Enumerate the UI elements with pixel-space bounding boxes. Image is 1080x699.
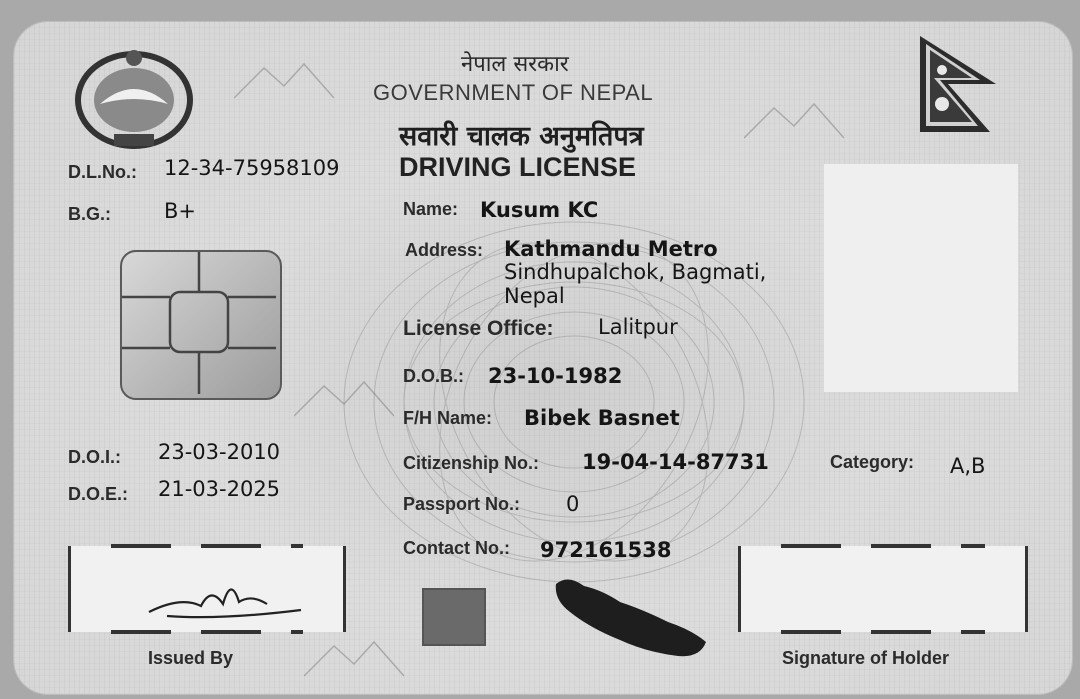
fh-name-value: Bibek Basnet xyxy=(524,406,680,430)
holder-photo xyxy=(824,164,1018,392)
category-label: Category: xyxy=(830,452,915,472)
mountain-watermark-icon xyxy=(744,100,844,140)
mountain-watermark-icon xyxy=(304,638,404,678)
dl-no-label: D.L.No.: xyxy=(68,162,137,182)
name-value: Kusum KC xyxy=(480,198,599,222)
mountain-watermark-icon xyxy=(294,378,394,418)
blood-group-label: B.G.: xyxy=(68,204,111,224)
license-office-label: License Office: xyxy=(403,317,554,340)
nepal-map-icon xyxy=(550,572,710,662)
dl-no-value: 12-34-75958109 xyxy=(164,156,340,180)
government-heading-nepali: नेपाल सरकार xyxy=(461,52,569,77)
hologram-square xyxy=(422,588,486,646)
issuer-signature-box xyxy=(68,546,346,632)
address-line3: Nepal xyxy=(504,284,565,308)
passport-label: Passport No.: xyxy=(403,494,521,514)
dob-value: 23-10-1982 xyxy=(488,364,623,388)
license-title-nepali: सवारी चालक अनुमतिपत्र xyxy=(399,121,644,152)
contact-value: 972161538 xyxy=(540,538,672,562)
signature-of-holder-label: Signature of Holder xyxy=(782,648,950,668)
nepal-flag-icon xyxy=(918,34,998,134)
license-title: DRIVING LICENSE xyxy=(399,152,637,182)
doe-value: 21-03-2025 xyxy=(158,477,281,501)
holder-signature-box xyxy=(738,546,1028,632)
mountain-watermark-icon xyxy=(234,60,334,100)
government-heading: GOVERNMENT OF NEPAL xyxy=(373,80,654,105)
citizenship-label: Citizenship No.: xyxy=(403,453,539,473)
driving-license-card xyxy=(14,22,1072,694)
nepal-emblem-icon xyxy=(70,44,198,150)
address-line1: Kathmandu Metro xyxy=(504,237,718,261)
address-label: Address: xyxy=(405,240,484,260)
citizenship-value: 19-04-14-87731 xyxy=(582,450,769,474)
doe-label: D.O.E.: xyxy=(68,484,129,504)
issued-by-label: Issued By xyxy=(148,648,234,668)
doi-value: 23-03-2010 xyxy=(158,440,281,464)
passport-value: 0 xyxy=(566,492,580,516)
smart-card-chip xyxy=(120,250,282,400)
name-label: Name: xyxy=(403,199,459,219)
address-line2: Sindhupalchok, Bagmati, xyxy=(504,260,767,284)
doi-label: D.O.I.: xyxy=(68,447,121,467)
issuer-signature-icon xyxy=(71,546,343,632)
dob-label: D.O.B.: xyxy=(403,366,464,386)
blood-group-value: B+ xyxy=(164,199,197,223)
fh-name-label: F/H Name: xyxy=(403,408,493,428)
license-office-value: Lalitpur xyxy=(598,315,678,339)
contact-label: Contact No.: xyxy=(403,538,510,558)
category-value: A,B xyxy=(950,454,986,478)
chip-contacts-icon xyxy=(122,252,276,394)
